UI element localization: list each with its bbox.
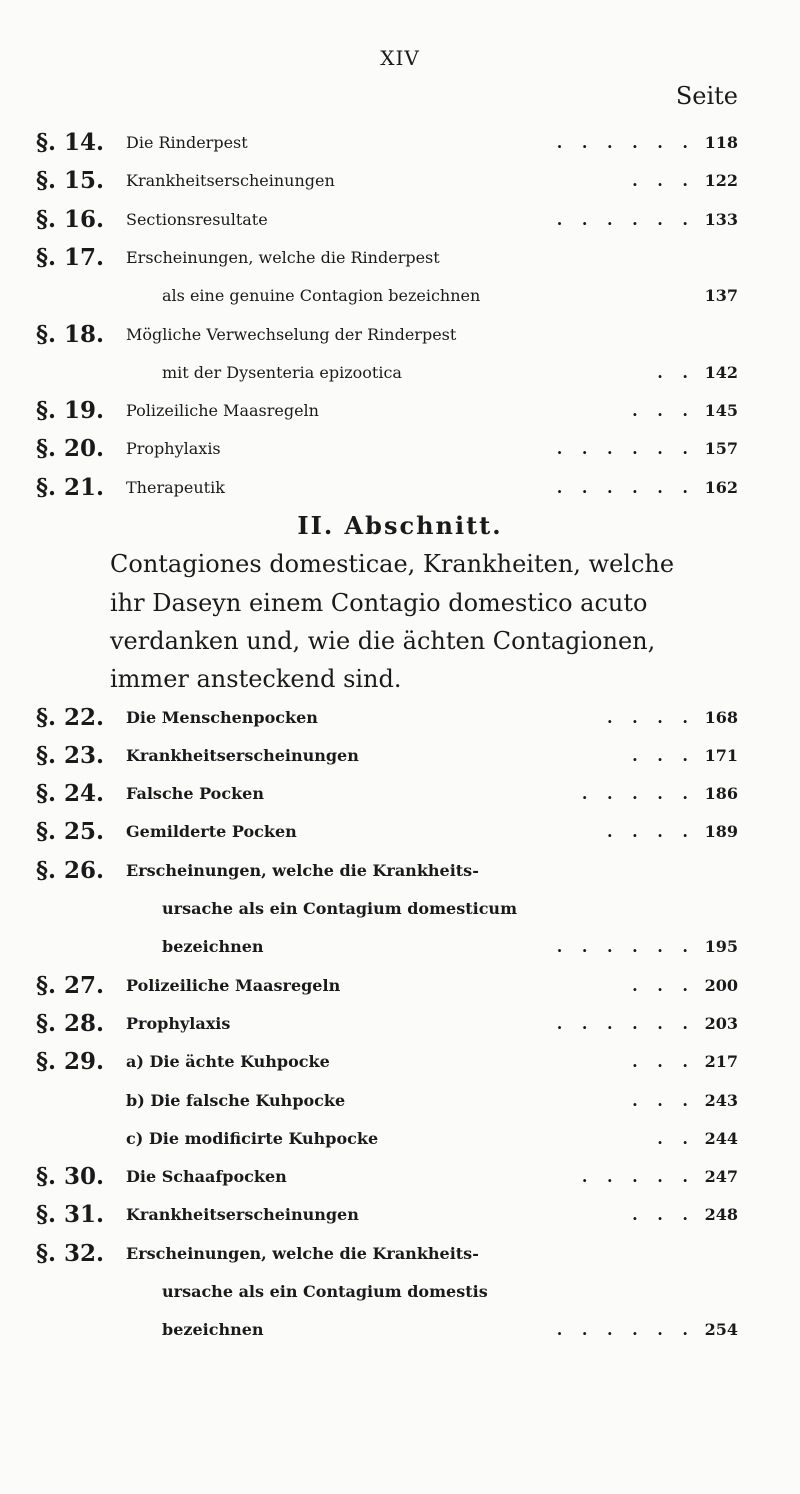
page-ref: 200 xyxy=(704,975,738,995)
page-ref: 137 xyxy=(704,286,738,306)
section-intro-line: Contagiones domesticae, Krankheiten, welche xyxy=(110,550,675,579)
entry-title-line: Falsche Pocken xyxy=(126,784,264,804)
section-number: §. 22. xyxy=(36,703,105,731)
page-ref: 247 xyxy=(704,1167,738,1187)
page-ref: 133 xyxy=(704,209,738,229)
entry-title-line: Die Rinderpest xyxy=(126,133,248,152)
page-ref: 248 xyxy=(704,1205,738,1225)
section-number: §. 26. xyxy=(36,856,105,884)
leader-dots: . . . . . . xyxy=(556,477,688,497)
leader-dots: . . . xyxy=(632,1090,688,1110)
page-ref: 195 xyxy=(704,937,738,957)
leader-dots: . . . . . . xyxy=(556,937,688,957)
page-ref: 118 xyxy=(704,133,738,152)
entry-title-line: Erscheinungen, welche die Rinderpest xyxy=(126,247,440,267)
leader-dots: . . . . . . xyxy=(556,209,688,229)
section-number: §. 16. xyxy=(36,205,105,233)
entry-title-line: Mögliche Verwechselung der Rinderpest xyxy=(126,324,457,344)
section-intro-line: ihr Daseyn einem Contagio domestico acuto xyxy=(110,588,648,617)
page-ref: 254 xyxy=(704,1320,738,1340)
entry-title-line: Die Menschenpocken xyxy=(126,707,318,727)
leader-dots: . . xyxy=(657,362,688,382)
section-intro-line: verdanken und, wie die ächten Contagionen, xyxy=(110,626,656,655)
entry-title-line: Erscheinungen, welche die Krankheits- xyxy=(126,1243,479,1263)
section-heading: II. Abschnitt. xyxy=(297,511,503,540)
entry-title-line: Sectionsresultate xyxy=(126,209,268,229)
section-number: §. 32. xyxy=(36,1239,105,1267)
section-number: §. 21. xyxy=(36,473,105,501)
leader-dots: . . . . . xyxy=(581,1167,688,1187)
leader-dots: . . . . . . xyxy=(556,1013,688,1033)
section-number: §. 27. xyxy=(36,971,105,999)
page-ref: 157 xyxy=(704,439,738,459)
leader-dots: . . . xyxy=(632,975,688,995)
section-number: §. 24. xyxy=(36,780,105,808)
section-number: §. 14. xyxy=(36,129,105,156)
entry-title-line: Krankheitserscheinungen xyxy=(126,745,359,765)
page-ref: 243 xyxy=(704,1090,738,1110)
section-number: §. 18. xyxy=(36,320,105,348)
page-ref: 189 xyxy=(704,822,738,842)
section-number: §. 17. xyxy=(36,243,105,271)
entry-title-line: Prophylaxis xyxy=(126,1013,231,1033)
leader-dots: . . . . . . xyxy=(556,133,688,152)
leader-dots: . . . . . . xyxy=(556,1320,688,1340)
entry-title-line: Polizeiliche Maasregeln xyxy=(126,401,319,421)
section-number: §. 20. xyxy=(36,435,105,463)
section-number: §. 15. xyxy=(36,167,105,195)
seite-label: Seite xyxy=(675,82,738,110)
entry-title-line: c) Die modificirte Kuhpocke xyxy=(126,1128,379,1148)
page-ref: 186 xyxy=(704,784,738,804)
entry-title-line: b) Die falsche Kuhpocke xyxy=(126,1090,346,1110)
leader-dots: . . . . . . xyxy=(556,439,688,459)
page-ref: 217 xyxy=(704,1052,738,1072)
page-ref: 142 xyxy=(704,362,738,382)
page-ref: 122 xyxy=(704,171,738,191)
leader-dots: . . . xyxy=(632,401,688,421)
page-ref: 162 xyxy=(704,477,738,497)
leader-dots: . . . xyxy=(632,745,688,765)
entry-title-line: Gemilderte Pocken xyxy=(126,822,297,842)
section-number: §. 19. xyxy=(36,397,105,425)
entry-title-line: Therapeutik xyxy=(126,477,225,497)
entry-title-line: Krankheitserscheinungen xyxy=(126,1205,359,1225)
section-number: §. 30. xyxy=(36,1163,105,1191)
entry-title-line: Die Schaafpocken xyxy=(126,1167,287,1187)
section-number: §. 23. xyxy=(36,741,105,769)
entry-title-line: Krankheitserscheinungen xyxy=(126,171,335,191)
leader-dots: . . . xyxy=(632,171,688,191)
entry-title-line: Polizeiliche Maasregeln xyxy=(126,975,341,995)
page-ref: 168 xyxy=(704,707,738,727)
page-ref: 203 xyxy=(704,1013,738,1033)
section-number: §. 31. xyxy=(36,1201,105,1229)
leader-dots: . . . . . xyxy=(581,784,688,804)
page-number: XIV xyxy=(380,46,420,70)
leader-dots: . . . xyxy=(632,1052,688,1072)
section-number: §. 29. xyxy=(36,1048,105,1076)
page-ref: 145 xyxy=(704,401,738,421)
leader-dots: . . . . xyxy=(607,822,688,842)
entry-title-line: a) Die ächte Kuhpocke xyxy=(126,1052,330,1072)
leader-dots: . . . . xyxy=(607,707,688,727)
leader-dots: . . xyxy=(657,1128,688,1148)
page-ref: 171 xyxy=(704,745,738,765)
entry-title-line: ursache als ein Contagium domesticum xyxy=(162,898,517,918)
entry-title-line: Erscheinungen, welche die Krankheits- xyxy=(126,860,479,880)
entry-title-line: bezeichnen xyxy=(162,937,264,957)
section-number: §. 28. xyxy=(36,1009,105,1037)
entry-title-line: Prophylaxis xyxy=(126,439,221,459)
entry-title-line: bezeichnen xyxy=(162,1320,264,1340)
page-ref: 244 xyxy=(704,1128,738,1148)
section-intro-line: immer ansteckend sind. xyxy=(110,665,402,694)
entry-title-line: mit der Dysenteria epizootica xyxy=(162,362,402,382)
section-number: §. 25. xyxy=(36,818,105,846)
leader-dots: . . . xyxy=(632,1205,688,1225)
entry-title-line: als eine genuine Contagion bezeichnen xyxy=(162,286,481,306)
entry-title-line: ursache als ein Contagium domestis xyxy=(162,1281,488,1301)
